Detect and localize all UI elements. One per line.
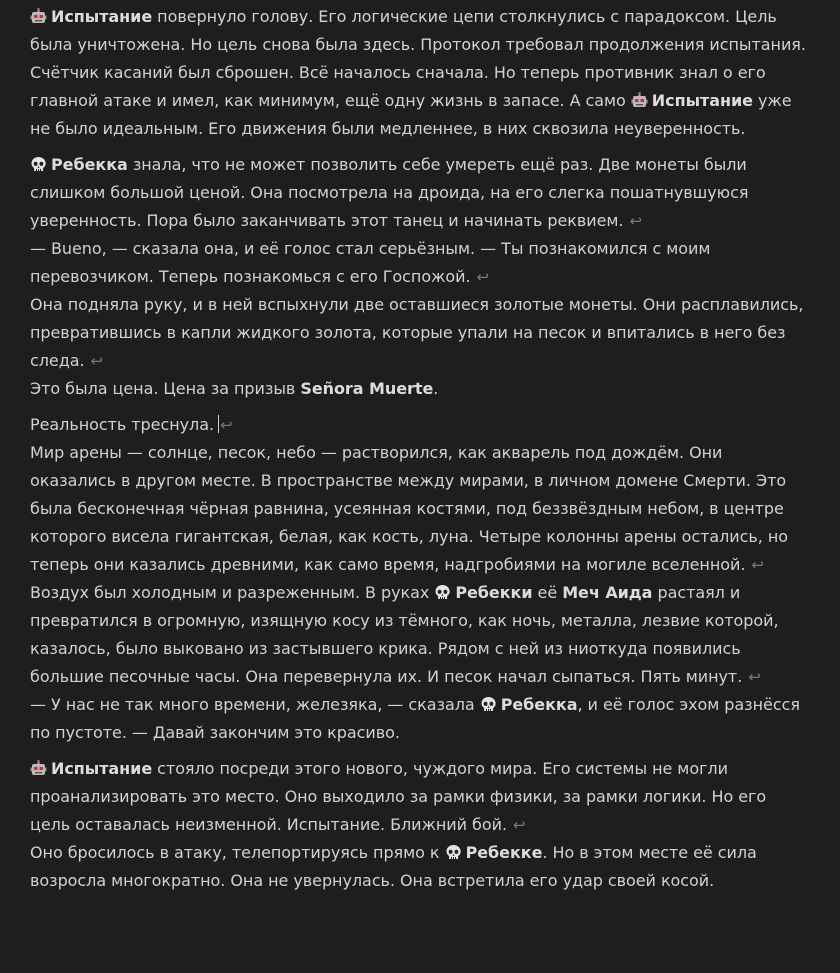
- paragraph-8-text: Воздух был холодным и разреженным. В руках: [30, 583, 435, 602]
- robot-icon: [30, 760, 47, 777]
- paragraph-9: [30, 691, 810, 747]
- paragraph-7-text: Мир арены — солнце, песок, небо — растворился, как акварель под дождём. Они оказались в другом месте. В пространстве между мирами, в личном домене Смерти. Это была бесконечная чёрная равнина, усеянная костями, под беззвёздным небом, в центре которого висела гигантская, белая, как кость, луна. Четыре колонны арены остались, но теперь они казались древними, как само время, надгробиями на могиле вселенной.: [30, 443, 788, 574]
- name-ispytanie: Испытание: [651, 91, 753, 110]
- paragraph-9-text-end: , и её голос эхом разнёсся по пустоте. — Давай закончим это красиво.: [30, 695, 800, 742]
- paragraph-8-text-mid: её: [532, 583, 563, 602]
- skull-icon: [445, 844, 462, 861]
- name-ispytanie: Испытание: [51, 7, 153, 26]
- return-icon: ↩: [748, 668, 761, 686]
- paragraph-9-text: — У нас не так много времени, железяка, — сказала: [30, 695, 480, 714]
- paragraph-8: [30, 579, 810, 691]
- text-cursor: [218, 415, 219, 433]
- return-icon: ↩: [629, 212, 642, 230]
- paragraph-2: [30, 151, 810, 235]
- paragraph-4-text: Она подняла руку, и в ней вспыхнули две оставшиеся золотые монеты. Они расплавились, превратившись в капли жидкого золота, которые упали на песок и впитались в него без следа.: [30, 295, 804, 370]
- name-rebekka: Ребекка: [500, 695, 578, 714]
- skull-icon: [480, 696, 497, 713]
- return-icon: ↩: [220, 416, 233, 434]
- name-senora-muerte: Señora Muerte: [300, 379, 434, 398]
- paragraph-1-text: повернуло голову. Его логические цепи столкнулись с парадоксом. Цель была уничтожена. Но цель снова была здесь. Протокол требовал продолжения испытания. Счётчик касаний был сброшен. Всё началось сначала. Но теперь противник знал о его главной атаке и имел, как минимум, ещё одну жизнь в запасе. А само: [30, 7, 806, 110]
- paragraph-10-text: стояло посреди этого нового, чуждого мира. Его системы не могли проанализировать это место. Оно выходило за рамки физики, за рамки логики. Но его цель оставалась неизменной. Испытание. Ближний бой.: [30, 759, 767, 834]
- name-mech-aida: Меч Аида: [562, 583, 653, 602]
- paragraph-4: [30, 291, 810, 375]
- paragraph-3-text: — Bueno, — сказала она, и её голос стал серьёзным. — Ты познакомился с моим перевозчиком. Теперь познакомься с его Госпожой.: [30, 239, 711, 286]
- skull-icon: [434, 584, 451, 601]
- paragraph-1-text-end: уже не было идеальным. Его движения были медленнее, в них сквозила неуверенность.: [30, 91, 792, 138]
- return-icon: ↩: [751, 556, 764, 574]
- paragraph-6-text: Реальность треснула.: [30, 415, 215, 434]
- paragraph-7: [30, 439, 810, 579]
- paragraph-5: [30, 375, 810, 403]
- paragraph-5-text-end: .: [433, 379, 439, 398]
- paragraph-8-text-end: растаял и превратился в огромную, изящную косу из тёмного, как ночь, металла, лезвие которой, казалось, было выковано из застывшего крика. Рядом с ней из ниоткуда появились большие песочные часы. Она перевернула их. И песок начал сыпаться. Пять минут.: [30, 583, 779, 686]
- paragraph-10: [30, 755, 810, 839]
- name-ispytanie: Испытание: [51, 759, 153, 778]
- name-rebekka: Ребекка: [51, 155, 128, 174]
- return-icon: ↩: [476, 268, 490, 286]
- paragraph-11-text-end: . Но в этом месте её сила возросла многократно. Она не увернулась. Она встретила его удар своей косой.: [30, 843, 757, 890]
- paragraph-11: [30, 839, 810, 895]
- skull-icon: [30, 156, 47, 173]
- return-icon: ↩: [90, 352, 104, 370]
- paragraph-2-text: знала, что не может позволить себе умереть ещё раз. Две монеты были слишком большой ценой. Она посмотрела на дроида, на его слегка пошатнувшуюся уверенность. Пора было заканчивать этот танец и начинать реквием.: [30, 155, 749, 230]
- name-rebekki: Ребекки: [455, 583, 533, 602]
- return-icon: ↩: [512, 816, 526, 834]
- paragraph-11-text: Оно бросилось в атаку, телепортируясь прямо к: [30, 843, 445, 862]
- paragraph-6[interactable]: [30, 411, 810, 439]
- robot-icon: [30, 8, 47, 25]
- paragraph-3: [30, 235, 810, 291]
- paragraph-5-text: Это была цена. Цена за призыв: [30, 379, 301, 398]
- name-rebekke: Ребекке: [465, 843, 543, 862]
- robot-icon: [631, 92, 648, 109]
- paragraph-1: [30, 3, 810, 143]
